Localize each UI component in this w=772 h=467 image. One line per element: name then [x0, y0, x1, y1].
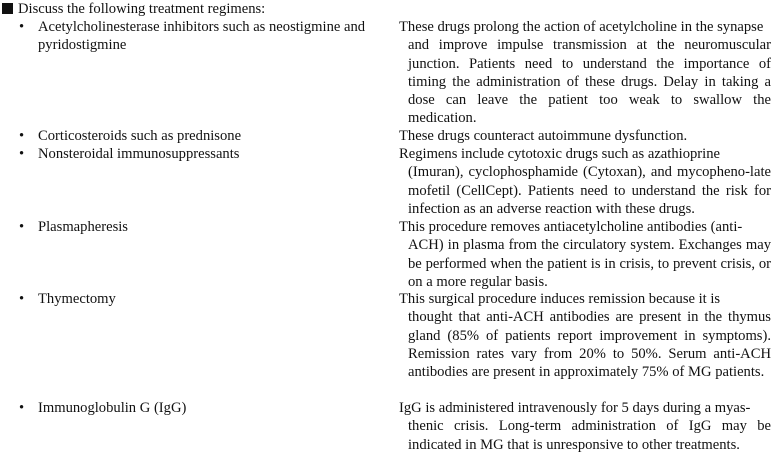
bullet-icon: • — [19, 219, 25, 235]
regimen-term: Plasmapheresis — [38, 219, 128, 235]
heading-text: Discuss the following treatment regimens: — [18, 1, 266, 17]
description-continuation: and improve impulse transmission at the neuromuscular junction. Patients need to understand the importance of timing the administration of these drugs. Delay in taking a dose can leave the patient too weak to swallow the medication. — [408, 37, 771, 127]
description-continuation: thenic crisis. Long-term administration of IgG may be indicated in MG that is unresponsive to other treatments. — [408, 418, 771, 453]
description-first-line: These drugs counteract autoimmune dysfunction. — [399, 128, 688, 144]
regimen-description — [399, 127, 771, 145]
bullet-icon: • — [19, 146, 25, 162]
regimen-description — [399, 145, 771, 218]
description-first-line: This procedure removes antiacetylcholine antibodies (anti- — [399, 219, 743, 235]
regimen-description — [399, 18, 771, 128]
regimen-term: Corticosteroids such as prednisone — [38, 128, 242, 144]
regimen-term: Nonsteroidal immunosuppressants — [38, 146, 240, 162]
description-continuation: thought that anti-ACH antibodies are present in the thymus gland (85% of patients report improvement in symptoms). Remission rates vary from 20% to 50%. Serum anti-ACH antibodies are present in approximately 75% of MG patients. — [408, 309, 771, 381]
regimen-term: Thymectomy — [38, 291, 116, 307]
section-heading — [2, 0, 265, 18]
description-first-line: Regimens include cytotoxic drugs such as azathioprine — [399, 146, 720, 162]
regimen-description — [399, 218, 771, 291]
description-first-line: This surgical procedure induces remission because it is — [399, 291, 721, 307]
square-bullet-icon — [2, 3, 13, 14]
description-first-line: These drugs prolong the action of acetylcholine in the synapse — [399, 19, 764, 35]
regimen-term: Immunoglobulin G (IgG) — [38, 400, 187, 416]
bullet-icon: • — [19, 19, 25, 35]
description-continuation: ACH) in plasma from the circulatory system. Exchanges may be performed when the patient is in crisis, to prevent crisis, or on a more regular basis. — [408, 237, 771, 290]
bullet-icon: • — [19, 400, 25, 416]
description-continuation: (Imuran), cyclophosphamide (Cytoxan), and mycopheno-late mofetil (CellCept). Patients need to understand the risk for infection as an adverse reaction with these drugs. — [408, 164, 771, 217]
bullet-icon: • — [19, 128, 25, 144]
regimen-term: Acetylcholinesterase inhibitors such as neostigmine and pyridostigmine — [38, 19, 366, 54]
description-first-line: IgG is administered intravenously for 5 days during a myas- — [399, 400, 751, 416]
regimen-description — [399, 290, 771, 381]
bullet-icon: • — [19, 291, 25, 307]
regimen-description — [399, 399, 771, 454]
